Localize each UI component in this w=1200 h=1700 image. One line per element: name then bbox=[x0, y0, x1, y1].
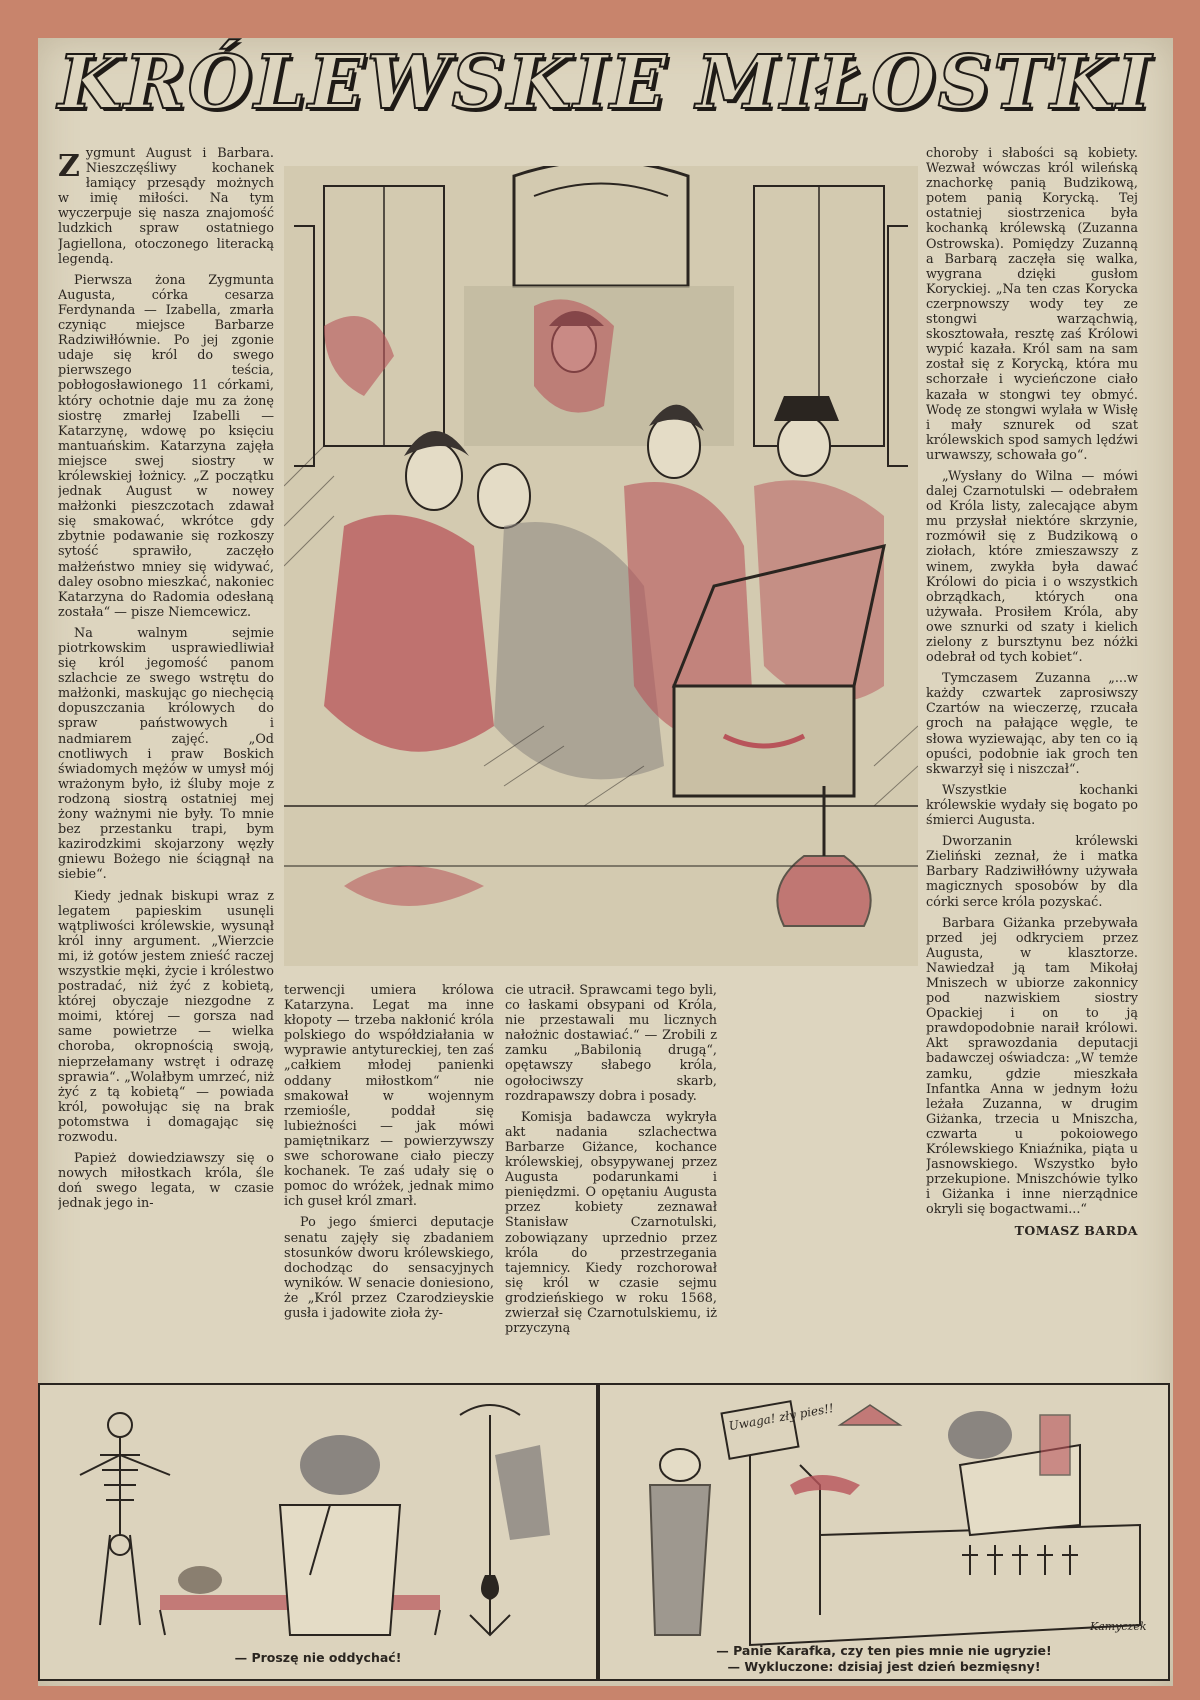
author-signature: TOMASZ BARDA bbox=[1014, 1223, 1138, 1239]
paragraph: Komisja badawcza wykryła akt nadania szlachectwa Barbarze Giżance, kochance królewskiej, obsypywanej przez Augusta podarunkami i pieniędzmi. O opętaniu Augusta przez kobiety zeznawał Stanisław Czarnotulski, zobowiązany uprzednio przez króla do przestrzegania tajemnicy. Kiedy rozchorował się król w czasie sejmu grodzieńskiego w roku 1568, zwierzał się Czarnotulskiemu, iż przyczyną bbox=[505, 1109, 717, 1337]
warning-sign-text: Uwaga! zły pies!! bbox=[727, 1401, 835, 1434]
article-column-3 bbox=[505, 983, 717, 1373]
paragraph: Dworzanin królewski Zieliński zeznał, że i matka Barbary Radziwiłłówny używała magicznych sposobów by dla córki serce króla pozyskać. bbox=[926, 834, 1138, 910]
illustration-drawing bbox=[284, 166, 918, 966]
headline: KRÓLEWSKIE MIŁOSTKI bbox=[57, 40, 1154, 126]
article-column-4 bbox=[926, 146, 1138, 1378]
cartoon-doctor-drawing bbox=[40, 1385, 596, 1679]
paragraph: terwencji umiera królowa Katarzyna. Legat ma inne kłopoty — trzeba nakłonić króla polskiego do współdziałania w wyprawie antytureckiej, ten zaś „całkiem młodej panienki oddany miłostkom“ nie smakował w wojennym rzemiośle, poddał się lubieżności — jak mówi pamiętnikarz — powierzywszy swe schorowane ciało pieczy kochanek. Te zaś udały się o pomoc do wróżek, jednak mimo ich guseł król zmarł. bbox=[284, 983, 494, 1210]
cartoon-dog bbox=[598, 1383, 1170, 1681]
paragraph: Po jego śmierci deputacje senatu zajęły się zbadaniem stosunków dworu królewskiego, dochodząc do sensacyjnych wyników. W senacie doniesiono, że „Król przez Czarodzieyskie gusła i jadowite zioła ży- bbox=[284, 1215, 494, 1321]
paragraph: „Wysłany do Wilna — mówi dalej Czarnotulski — odebrałem od Króla listy, zalecające abym mu przysłał niektóre skrzynie, rozmówił się z Budzikową o ziołach, które zmieszawszy z winem, zwykła była dawać Królowi do picia i o wszystkich obrządkach, których ona używała. Prosiłem Króla, aby owe sznurki od szaty i kielich zielony z bursztynu bez nóżki odebrał od tych kobiet“. bbox=[926, 468, 1138, 666]
paragraph: choroby i słabości są kobiety. Wezwał wówczas król wileńską znachorkę panią Budzikową, potem panią Korycką. Tej ostatniej siostrzenica była kochanką królewską (Zuzanna Ostrowska). Pomiędzy Zuzanną a Barbarą zaczęła się walka, wygrana dzięki gusłom Koryckiej. „Na ten czas Korycka czerpnowszy wody tey ze stongwi warząchwią, skosztowała, resztę zaś Królowi wypić kazała. Król sam na sam został się z Korycką, która mu schorzałe i wycieńczone ciało kazała w stongwi tey obmyć. Wodę ze stongwi wylała w Wisłę i mały sznurek od szat królewskich spod samych lędźwi urwawszy, schowała go“. bbox=[926, 146, 1138, 463]
paragraph: Papież dowiedziawszy się o nowych miłostkach króla, śle doń swego legata, w czasie jednak jego in- bbox=[58, 1151, 274, 1212]
cartoon-dog-drawing bbox=[600, 1385, 1168, 1679]
dropcap: Z bbox=[58, 149, 80, 184]
paragraph: Barbara Giżanka przebywała przed jej odkryciem przez Augusta, w klasztorze. Nawiedzał ją tam Mikołaj Mniszech w ubiorze zakonnicy pod nazwiskiem siostry Opackiej i on to ją prawdopodobnie naraił królowi. Akt sprawozdania deputacji badawczej oświadcza: „W temże zamku, gdzie mieszkała Infantka Anna w jednym łożu leżała Zuzanna, w drugim Giżanka, trzecia u Mniszcha, czwarta u pokoiowego Królewskiego Kniaźnika, piąta u Jasnowskiego. Wszystko było przekupione. Mniszchówie tylko i Giżanka i inne nierządnice okryli się bogactwami...“ bbox=[926, 915, 1138, 1218]
paragraph: cie utracił. Sprawcami tego byli, co łaskami obsypani od Króla, nie przestawali mu licznych nałożnic dostawiać.“ — Zrobili z zamku „Babilonią drugą“, opętawszy słabego króla, ogołociwszy skarb, rozdrapawszy dobra i posady. bbox=[505, 983, 717, 1104]
cartoon-left-caption: — Proszę nie oddychać! bbox=[234, 1650, 402, 1665]
paragraph: Kiedy jednak biskupi wraz z legatem papieskim usunęli wątpliwości królewskie, wysunął król inny argument. „Wierzcie mi, iż gotów jestem znieść raczej wszystkie męki, życie i królestwo postradać, niż żyć z kobietą, której obyczaje niezgodne z moimi, której — gorsza nad same powietrze — wielka choroba, okropnością swoją, nieprzełamany wstręt i odrazę sprawia“. „Wolałbym umrzeć, niż żyć z tą kobietą“ — powiada król, powołując się na brak potomstwa i domagając się rozwodu. bbox=[58, 888, 274, 1145]
royal-court-illustration bbox=[284, 166, 918, 966]
paragraph: Na walnym sejmie piotrkowskim usprawiedliwiał się król jegomość panom szlachcie ze swego wstrętu do małżonki, maskując go niechęcią dopuszczania królowych do spraw państwowych i nadmiarem zajęć. „Od cnotliwych i praw Boskich świadomych mężów w umysł mój wrażonym było, iż śluby moje z rodzoną siostrą ostatniej mej żony ważnymi nie były. To mnie bez przestanku trapi, bym kazirodzkimi skojarzony węzły gniewu Bożego nie ściągnął na siebie“. bbox=[58, 625, 274, 883]
article-column-1 bbox=[58, 146, 274, 1378]
paragraph: Pierwsza żona Zygmunta Augusta, córka cesarza Ferdynanda — Izabella, zmarła czyniąc miejsce Barbarze Radziwiłłównie. Po jej zgonie udaje się król do swego pierwszego teścia, pobłogosławionego 11 córkami, który ochotnie daje mu za żonę siostrę zmarłej Izabelli — Katarzynę, wdowę po księciu mantuańskim. Katarzyna zajęła miejsce swej siostry w królewskiej łożnicy. „Z początku jednak August w nowey małżonki pieszczotach zdawał się smakować, wkrótce gdy zbytnie podawanie się rozkoszy sytość sprawiło, zaczęło małżeństwo mniey się widywać, daley osobno mieszkać, nakoniec Katarzyna do Radomia odesłaną została“ — pisze Niemcewicz. bbox=[58, 272, 274, 620]
cartoon-right-caption-1: — Panie Karafka, czy ten pies mnie nie ugryzie! bbox=[716, 1643, 1052, 1658]
paragraph: Zygmunt August i Barbara. Nieszczęśliwy kochanek łamiący przesądy możnych w imię miłości. Na tym wyczerpuje się nasza znajomość ludzkich spraw ostatniego Jagiellona, otoczonego literacką legendą. bbox=[58, 146, 274, 267]
article-column-2 bbox=[284, 983, 494, 1373]
paragraph: Wszystkie kochanki królewskie wydały się bogato po śmierci Augusta. bbox=[926, 782, 1138, 829]
cartoon-right-caption-2: — Wykluczone: dzisiaj jest dzień bezmięsny! bbox=[727, 1659, 1041, 1674]
newspaper-page bbox=[38, 38, 1173, 1686]
cartoon-doctor bbox=[38, 1383, 598, 1681]
paragraph: Tymczasem Zuzanna „...w każdy czwartek zaprosiwszy Czartów na wieczerzę, rzucała groch na pałające węgle, te słowa wyziewając, aby ten co ią opuści, podobnie iak groch ten skwarzył się i niszczał“. bbox=[926, 671, 1138, 777]
artist-signature: Kamyczek bbox=[1090, 1620, 1147, 1633]
